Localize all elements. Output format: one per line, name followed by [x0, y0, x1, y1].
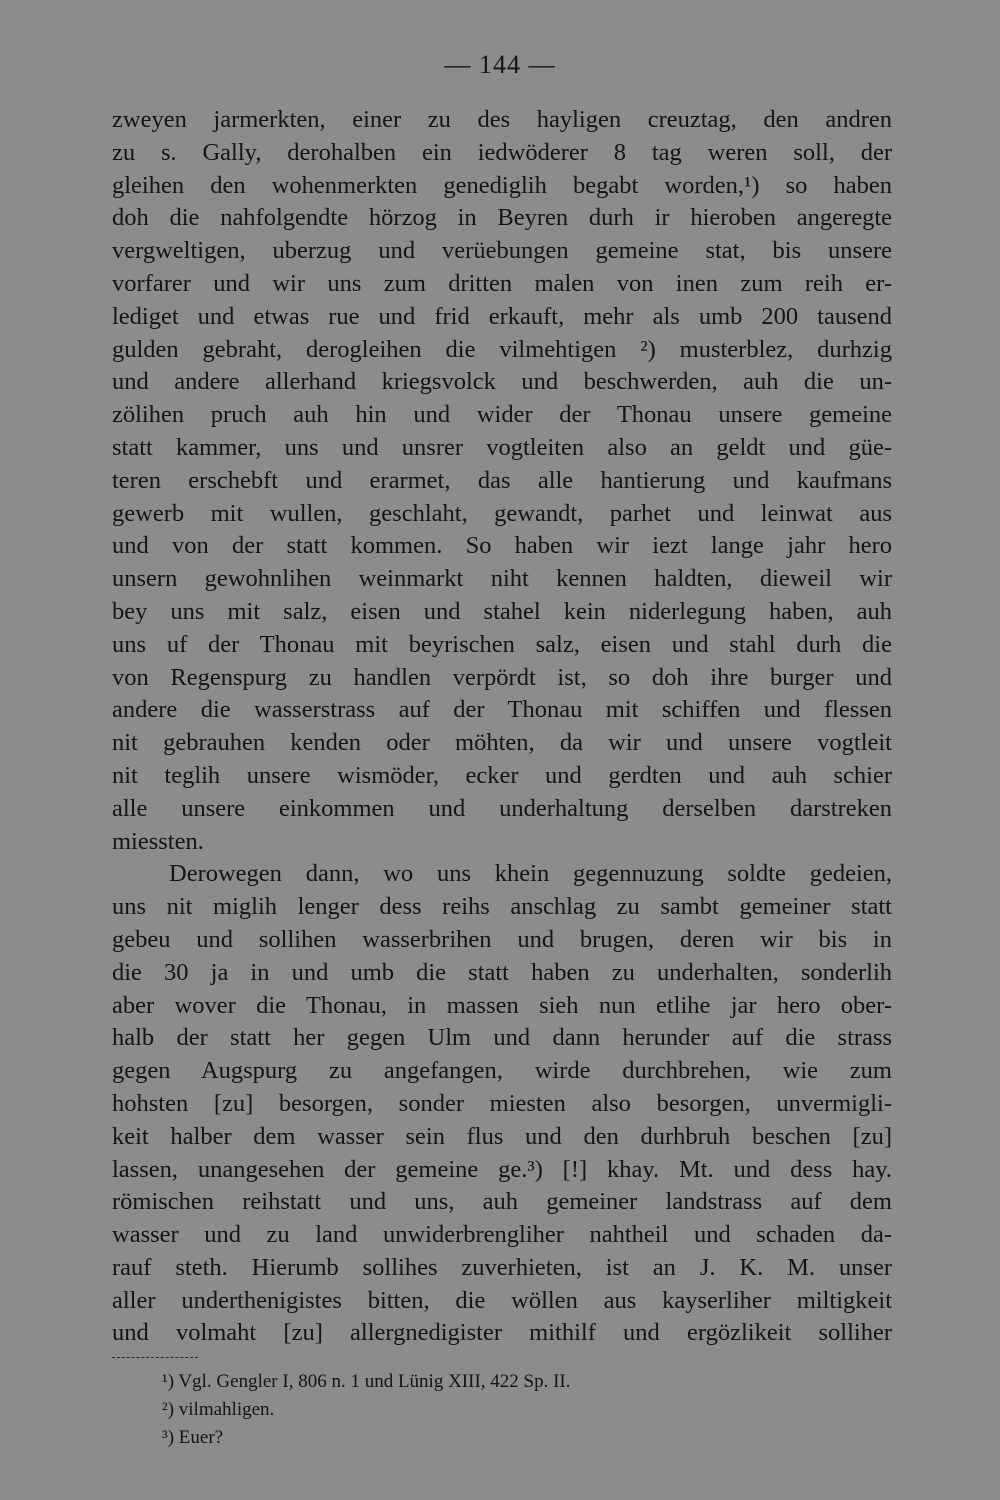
footnote: ³) Euer?: [162, 1427, 224, 1448]
text-line: und von der statt kommen. So haben wir iezt lange jahr hero: [112, 532, 892, 560]
text-line: teren erschebft und erarmet, das alle hantierung und kaufmans: [112, 466, 892, 494]
text-line: nit gebrauhen kenden oder möhten, da wir und unsere vogtleit: [112, 729, 892, 757]
text-line: zölihen pruch auh hin und wider der Thonau unsere gemeine: [112, 401, 892, 429]
text-line: statt kammer, uns und unsrer vogtleiten also an geldt und güe-: [112, 433, 892, 461]
text-line: vorfarer und wir uns zum dritten malen von inen zum reih er-: [112, 269, 892, 297]
text-line: gleihen den wohenmerkten genediglih begabt worden,¹) so haben: [112, 171, 892, 199]
text-line: miessten.: [112, 827, 204, 855]
text-line: hohsten [zu] besorgen, sonder miesten also besorgen, unvermigli-: [112, 1089, 892, 1117]
text-line: von Regenspurg zu handlen verpördt ist, so doh ihre burger und: [112, 663, 892, 691]
text-line: andere die wasserstrass auf der Thonau mit schiffen und flessen: [112, 696, 892, 724]
text-line: römischen reihstatt und uns, auh gemeiner landstrass auf dem: [112, 1188, 892, 1216]
text-line: aller underthenigistes bitten, die wöllen aus kayserliher miltigkeit: [112, 1286, 892, 1314]
text-line: keit halber dem wasser sein flus und den durhbruh beschen [zu]: [112, 1122, 892, 1150]
text-line: zweyen jarmerkten, einer zu des hayligen creuztag, den andren: [112, 106, 892, 133]
text-line: gebeu und sollihen wasserbrihen und brugen, deren wir bis in: [112, 925, 892, 953]
text-line: und volmaht [zu] allergnedigister mithilf und ergözlikeit solliher: [112, 1319, 892, 1347]
footnote-divider: [112, 1357, 198, 1358]
footnote: ¹) Vgl. Gengler I, 806 n. 1 und Lünig XIII, 422 Sp. II.: [162, 1371, 571, 1392]
page-number-header: — 144 —: [444, 50, 556, 79]
text-line: bey uns mit salz, eisen und stahel kein niderlegung haben, auh: [112, 597, 892, 625]
text-line: unsern gewohnlihen weinmarkt niht kennen haldten, dieweil wir: [112, 565, 892, 593]
text-line: doh die nahfolgendte hörzog in Beyren durh ir hieroben angeregte: [112, 204, 892, 232]
text-line: gewerb mit wullen, geschlaht, gewandt, parhet und leinwat aus: [112, 499, 892, 527]
text-line: uns uf der Thonau mit beyrischen salz, eisen und stahl durh die: [112, 630, 892, 658]
text-line: rauf steth. Hierumb sollihes zuverhieten, ist an J. K. M. unser: [112, 1253, 892, 1281]
footnotes: [162, 1368, 862, 1452]
text-line: halb der statt her gegen Ulm und dann herunder auf die strass: [112, 1024, 892, 1052]
text-line: aber wover die Thonau, in massen sieh nun etlihe jar hero ober-: [112, 991, 892, 1019]
main-text: [112, 104, 892, 1350]
text-line: wasser und zu land unwiderbrengliher nahtheil und schaden da-: [112, 1221, 892, 1249]
text-line: zu s. Gally, derohalben ein iedwöderer 8 tag weren soll, der: [112, 138, 892, 166]
text-line: und andere allerhand kriegsvolck und beschwerden, auh die un-: [112, 368, 892, 396]
text-line: lediget und etwas rue und frid erkauft, mehr als umb 200 tausend: [112, 302, 892, 330]
text-line: alle unsere einkommen und underhaltung derselben darstreken: [112, 794, 892, 822]
text-line: gulden gebraht, derogleihen die vilmehtigen ²) musterblez, durhzig: [112, 335, 892, 363]
text-line: Derowegen dann, wo uns khein gegennuzung soldte gedeien,: [169, 860, 892, 888]
text-line: vergweltigen, uberzug und verüebungen gemeine stat, bis unsere: [112, 237, 892, 265]
text-line: uns nit miglih lenger dess reihs anschlag zu sambt gemeiner statt: [112, 893, 892, 921]
text-line: lassen, unangesehen der gemeine ge.³) [!] khay. Mt. und dess hay.: [112, 1155, 892, 1183]
text-line: die 30 ja in und umb die statt haben zu underhalten, sonderlih: [112, 958, 892, 986]
text-line: gegen Augspurg zu angefangen, wirde durchbrehen, wie zum: [112, 1057, 892, 1085]
text-line: nit teglih unsere wismöder, ecker und gerdten und auh schier: [112, 761, 892, 789]
footnote: ²) vilmahligen.: [162, 1399, 275, 1420]
